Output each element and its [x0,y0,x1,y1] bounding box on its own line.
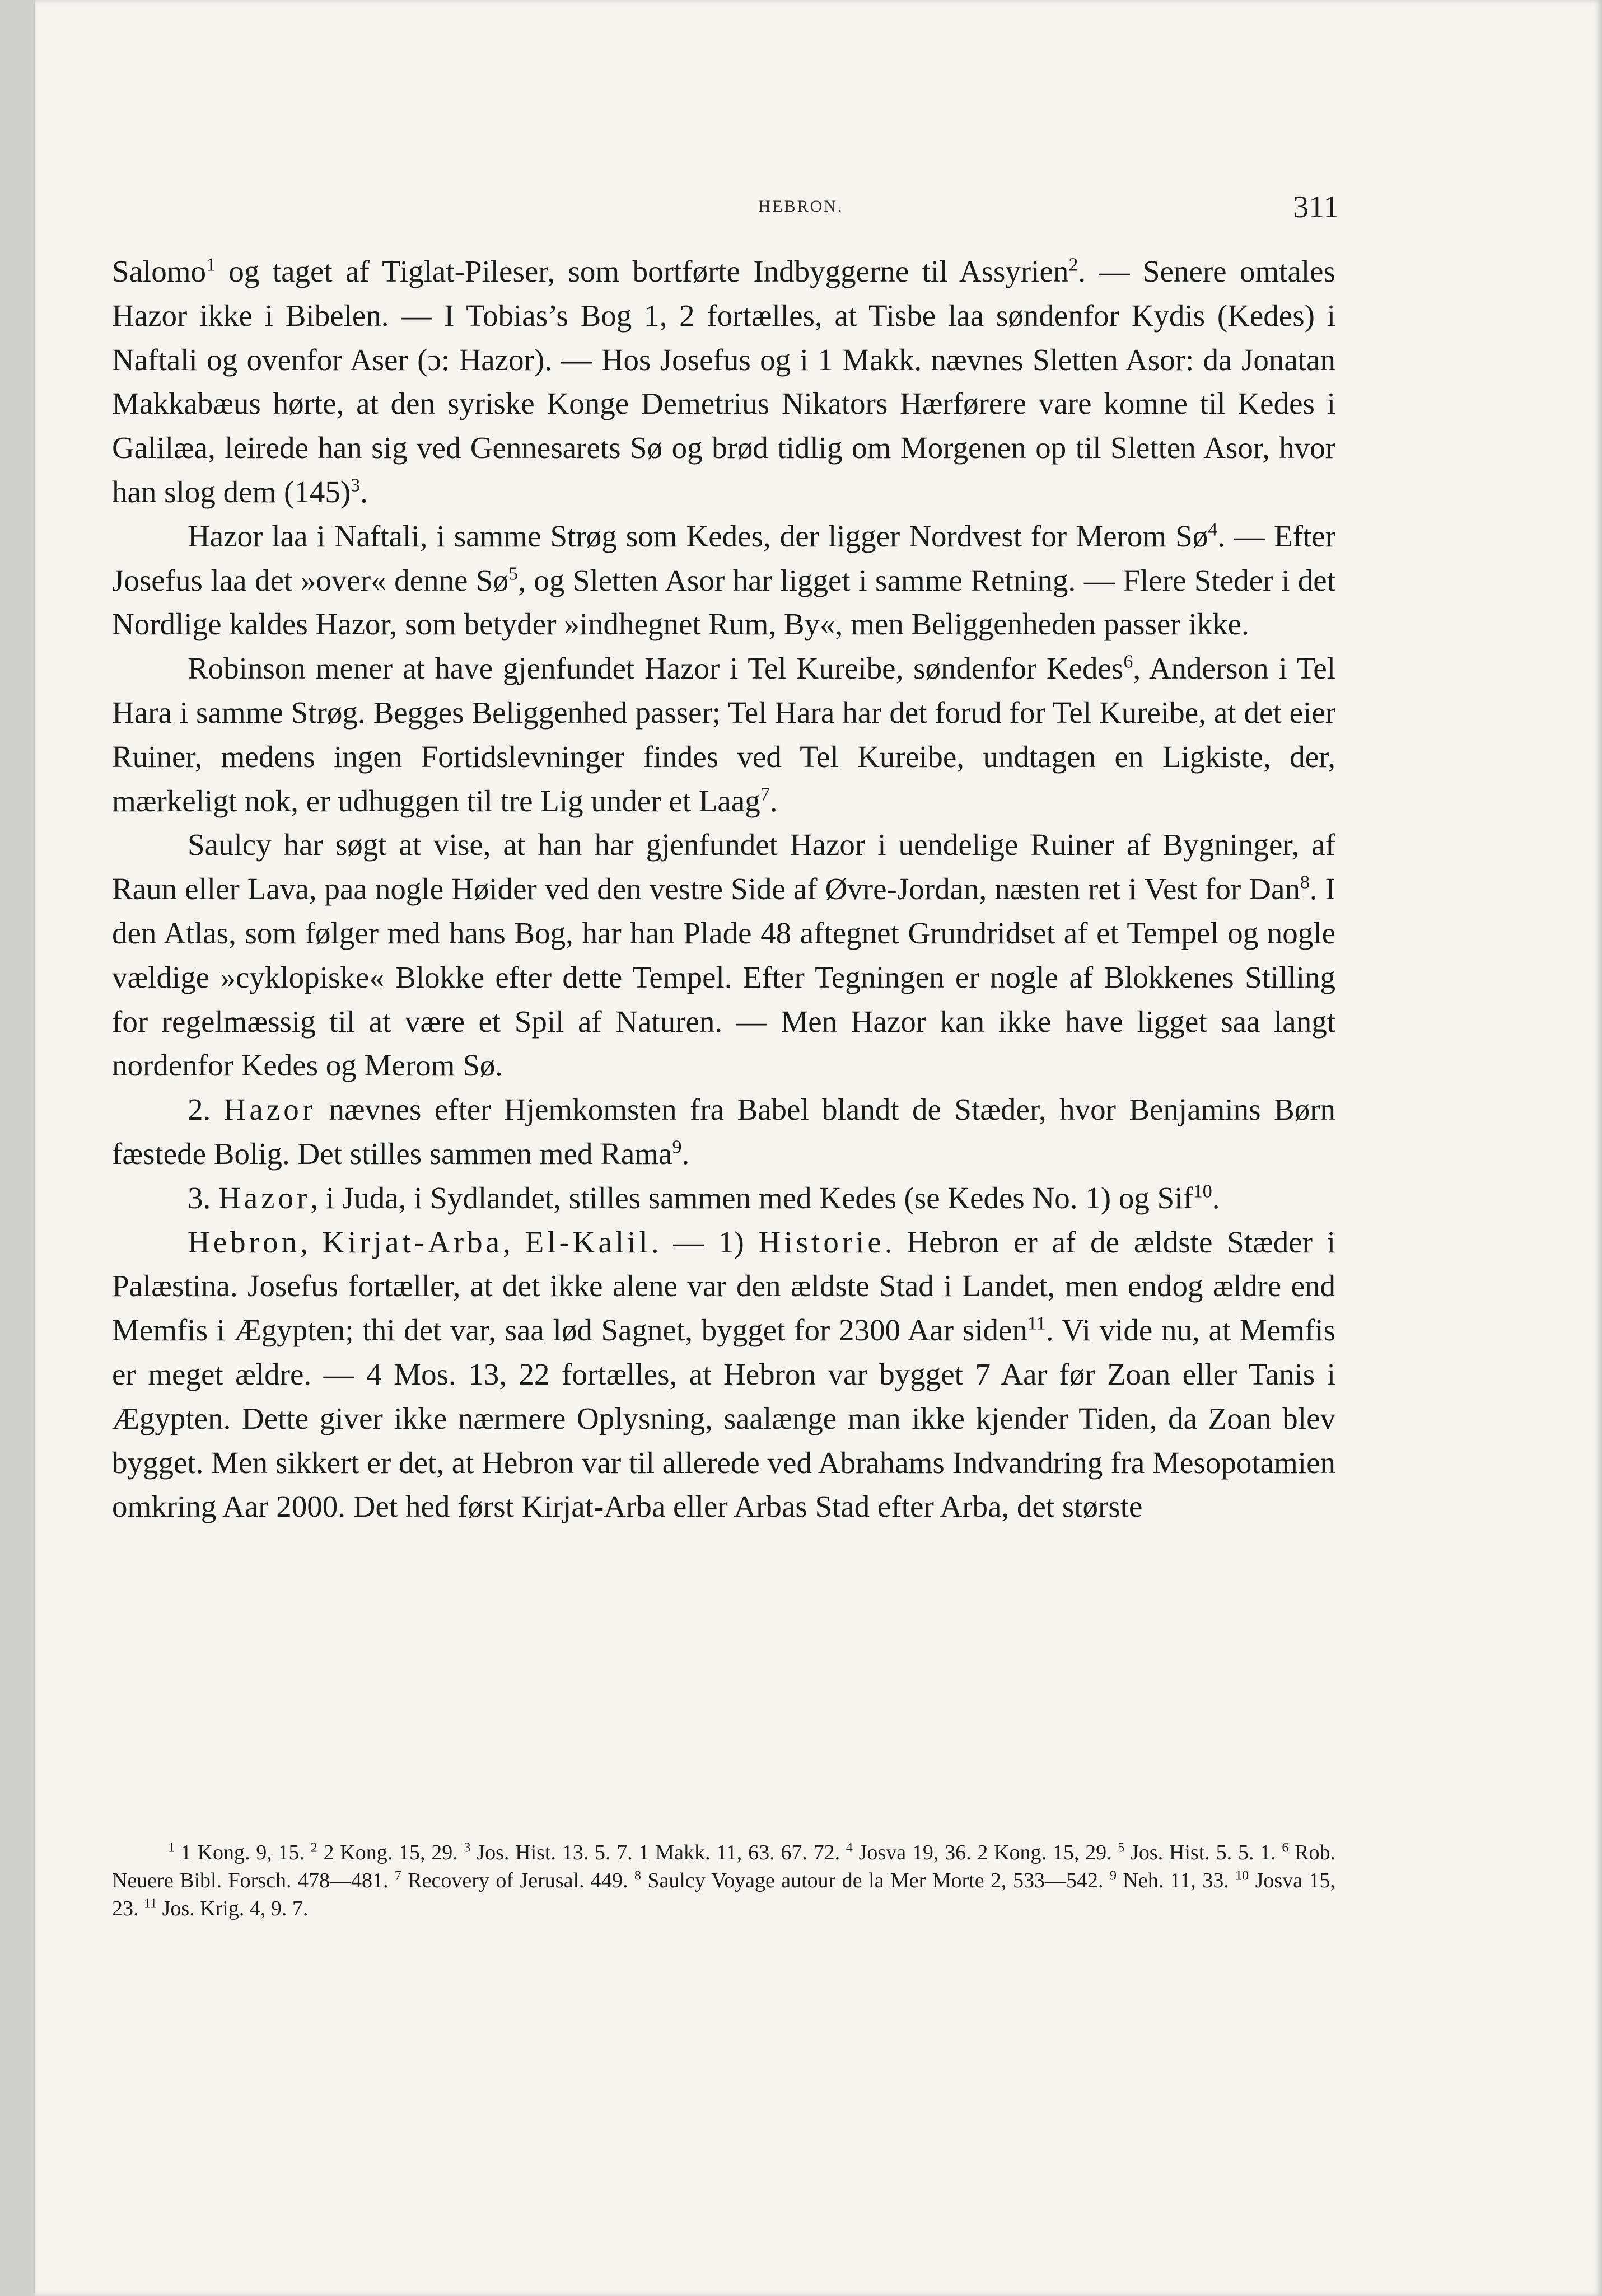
footnote-marker: 4 [1208,519,1218,540]
paragraph [112,1088,1335,1176]
footnote-marker: 2 [1068,254,1078,275]
footnote-marker: 9 [1109,1868,1117,1883]
footnote-marker: 1 [168,1840,175,1855]
text-run: . I den Atlas, som følger med hans Bog, har han Plade 48 aftegnet Grundridset af et Tempel og nogle vældige »cyklopiske« Blokke efter dette Tempel. Efter Tegningen er nogle af Blokkenes Stilling for regelmæssig til at være et Spil af Naturen. — Men Hazor kan ikke have ligget saa langt nordenfor Kedes og Merom Sø. [112,872,1335,1083]
spaced-heading-text: Hazor [218,1180,311,1215]
text-run: 2 Kong. 15, 29. [317,1841,464,1864]
text-run: Neh. 11, 33. [1116,1869,1236,1892]
text-run: , Anderson i Tel Hara i samme Strøg. Begges Beliggenhed passer; Tel Hara har det forud for Tel Kureibe, at det eier Ruiner, medens ingen Fortidslevninger findes ved Tel Kureibe, undtagen en Ligkiste, der, mærkeligt nok, er udhuggen til tre Lig under et Laag [112,651,1335,818]
text-run: Josva 19, 36. 2 Kong. 15, 29. [852,1841,1118,1864]
footnote-marker: 5 [508,563,519,584]
text-run: . [360,474,368,509]
body-text [112,250,1335,1529]
page-number: 311 [1293,190,1339,225]
footnote-marker: 3 [464,1840,471,1855]
text-run: Recovery of Jerusal. 449. [401,1869,634,1892]
text-run: . [1212,1180,1220,1215]
text-run: , og Sletten Asor har ligget i samme Retning. — Flere Steder i det Nordlige kaldes Hazor, som betyder »indhegnet Rum, By«, men Beliggenheden passer ikke. [112,563,1336,642]
footnote-block [112,1839,1335,1923]
text-run: 3. [188,1180,218,1215]
footnote-marker: 3 [351,475,361,496]
spaced-heading-text: Historie [758,1224,885,1259]
spaced-heading-text: Hebron [188,1224,300,1259]
footnote-marker: 10 [1193,1181,1212,1202]
text-run: , i Juda, i Sydlandet, stilles sammen med Kedes (se Kedes No. 1) og Sif [310,1180,1193,1215]
text-run: . — Efter Josefus laa det »over« denne Sø [112,518,1335,597]
paragraph [112,515,1335,647]
footnote-marker: 11 [144,1896,157,1911]
paragraph [112,647,1335,823]
spaced-heading-text: Kirjat-Arba [322,1224,503,1259]
footnote-marker: 5 [1118,1840,1125,1855]
text-run: . Vi vide nu, at Memfis er meget ældre. — 4 Mos. 13, 22 fortælles, at Hebron var bygget 7 Aar før Zoan eller Tanis i Ægypten. Dette giver ikke nærmere Oplysning, saalænge man ikke kjender Tiden, da Zoan blev bygget. Men sikkert er det, at Hebron var til allerede ved Abrahams Indvandring fra Mesopotamien omkring Aar 2000. Det hed først Kirjat-Arba eller Arbas Stad efter Arba, det største [112,1313,1335,1524]
text-run: Hazor laa i Naftali, i samme Strøg som Kedes, der ligger Nordvest for Merom Sø [188,518,1208,553]
spaced-heading-text: Hazor [223,1092,316,1127]
text-run: . [681,1136,690,1171]
footnote-marker: 8 [1300,872,1310,893]
text-run: Jos. Hist. 5. 5. 1. [1124,1841,1282,1864]
footnote-marker: 1 [206,254,216,275]
spaced-heading-text: El-Kalil [525,1224,651,1259]
text-run: . — Senere omtales Hazor ikke i Bibelen. — I Tobias’s Bog 1, 2 fortælles, at Tisbe laa søndenfor Kydis (Kedes) i Naftali og ovenfor Aser (ɔ: Hazor). — Hos Josefus og i 1 Makk. nævnes Sletten Asor: da Jonatan Makkabæus hørte, at den syriske Konge Demetrius Nikators Hærførere vare komne til Kedes i Galilæa, leirede han sig ved Gennesarets Sø og brød tidlig om Morgenen op til Sletten Asor, hvor han slog dem (145) [112,254,1335,509]
text-run: , [300,1224,323,1259]
running-head: HEBRON. [758,197,844,216]
text-run: Salomo [112,254,207,288]
text-run: Saulcy Voyage autour de la Mer Morte 2, 533—542. [641,1869,1110,1892]
footnote-marker: 6 [1123,651,1133,672]
text-run: Josva 15, 23. [112,1869,1335,1920]
text-run: 1 Kong. 9, 15. [175,1841,311,1864]
footnote-marker: 9 [672,1137,682,1158]
footnotes [112,1839,1335,1923]
text-run: Jos. Krig. 4, 9. 7. [157,1897,309,1920]
footnote-marker: 7 [760,784,770,805]
text-run: Rob. Neuere Bibl. Forsch. 478—481. [112,1841,1335,1892]
paragraph [112,823,1335,1088]
footnote-marker: 11 [1027,1313,1046,1334]
page-edge [0,0,35,2296]
footnote-marker: 2 [310,1840,317,1855]
paragraph [112,1176,1335,1221]
text-run: 2. [188,1092,224,1127]
text-run: . Hebron er af de ældste Stæder i Palæstina. Josefus fortæller, at det ikke alene var den ældste Stad i Landet, men endog ældre end Memfis i Ægypten; thi det var, saa lød Sagnet, bygget for 2300 Aar siden [112,1224,1335,1348]
footnote-marker: 7 [394,1868,401,1883]
footnote-marker: 6 [1282,1840,1289,1855]
footnote-marker: 4 [846,1840,853,1855]
text-run: nævnes efter Hjemkomsten fra Babel blandt de Stæder, hvor Benjamins Børn fæstede Bolig. Det stilles sammen med Rama [112,1092,1336,1171]
text-run: Robinson mener at have gjenfundet Hazor i Tel Kureibe, søndenfor Kedes [188,651,1124,686]
text-run: og taget af Tiglat-Pileser, som bortførte Indbyggerne til Assyrien [216,254,1069,288]
text-run: , [503,1224,525,1259]
footnote-marker: 8 [634,1868,641,1883]
text-run: Jos. Hist. 13. 5. 7. 1 Makk. 11, 63. 67. 72. [470,1841,846,1864]
paragraph [112,250,1335,515]
text-run: Saulcy har søgt at vise, at han har gjenfundet Hazor i uendelige Ruiner af Bygninger, af Raun eller Lava, paa nogle Høider ved den vestre Side af Øvre-Jordan, næsten ret i Vest for Dan [112,827,1335,906]
text-run: . — 1) [651,1224,759,1259]
paragraph [112,1221,1335,1530]
text-run: . [769,783,778,818]
footnote-marker: 10 [1235,1868,1249,1883]
